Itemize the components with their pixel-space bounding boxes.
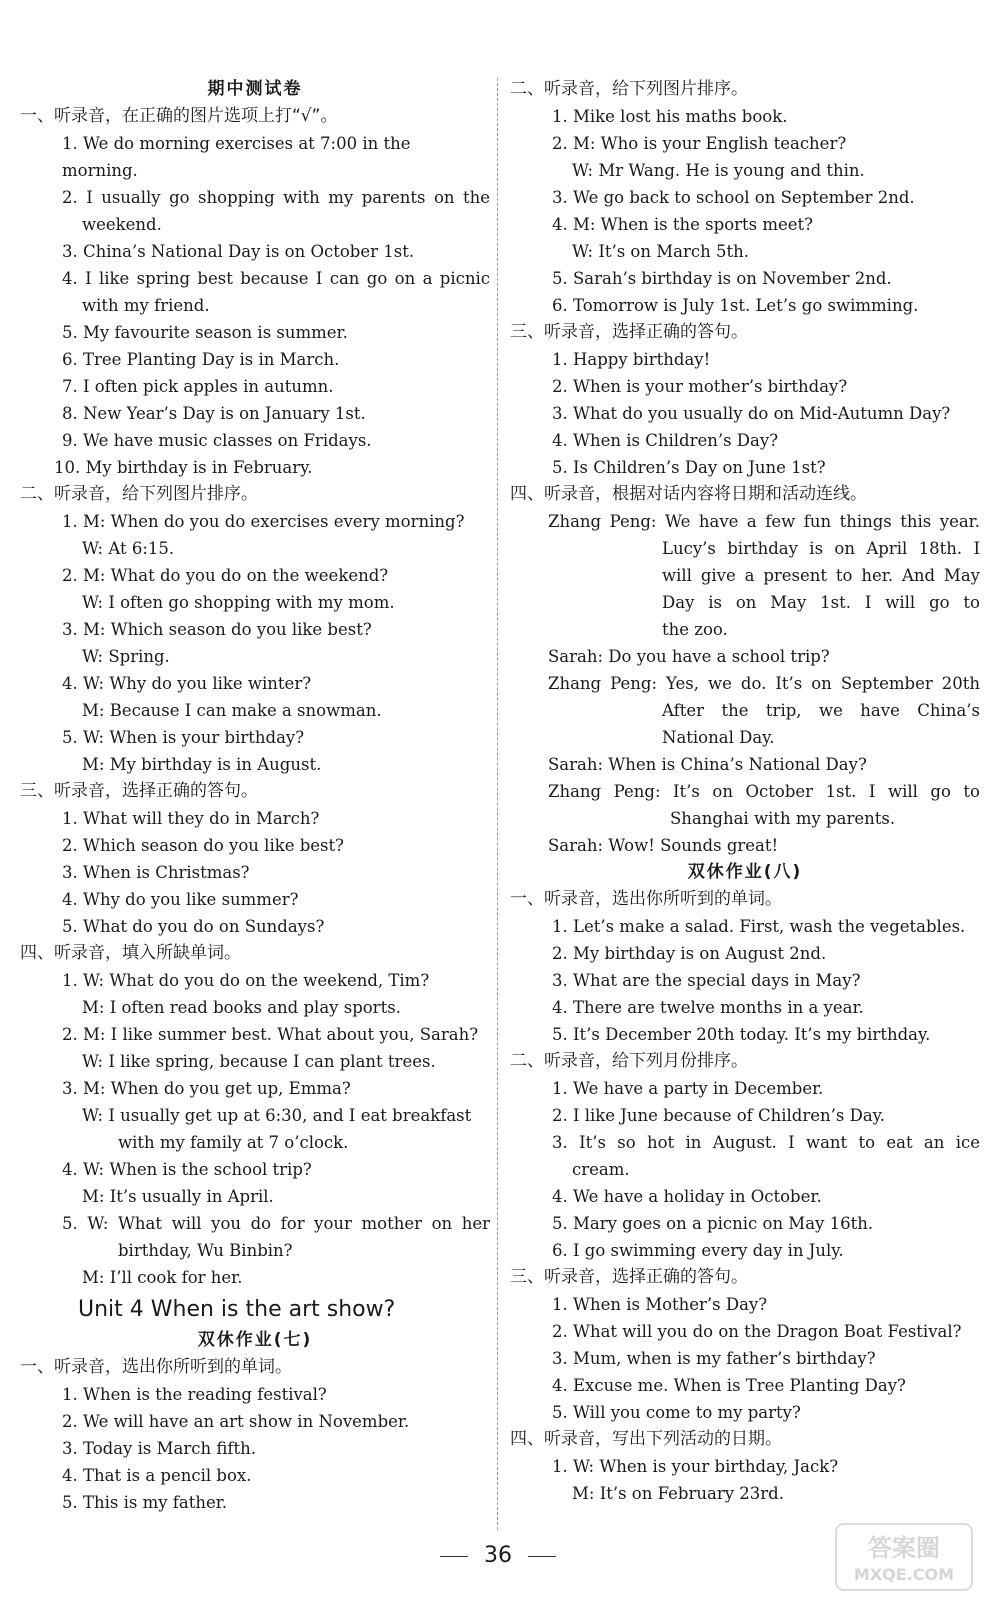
question-heading: 三、听录音，选择正确的答句。 [510,322,748,342]
dialogue-line-continuation: birthday, Wu Binbin? [118,1241,293,1260]
dialogue-line: Zhang Peng: It’s on October 1st. I will go to [548,782,980,801]
dialogue-line-continuation: Lucy’s birthday is on April 18th. I [662,539,980,558]
list-item-continuation: cream. [572,1160,630,1179]
dialogue-line: 1. M: When do you do exercises every morning? [62,512,465,531]
dialogue-line: W: I usually get up at 6:30, and I eat breakfast [82,1106,472,1125]
page-number-text: 36 [484,1543,512,1568]
dialogue-line: M: It’s on February 23rd. [572,1484,784,1503]
page-number-dash-left [440,1556,468,1557]
svg-text:MXQE.COM: MXQE.COM [853,1565,955,1584]
section-title-homework-8: 双休作业(八) [687,862,803,882]
question-heading: 一、听录音，在正确的图片选项上打“√”。 [20,106,338,126]
list-item-continuation: weekend. [82,215,162,234]
svg-text:答案圈: 答案圈 [868,1534,940,1562]
dialogue-line: 4. W: When is the school trip? [62,1160,312,1179]
dialogue-line-continuation: After the trip, we have China’s [662,701,980,720]
list-item: 4. We have a holiday in October. [552,1187,822,1206]
list-item: 4. Why do you like summer? [62,890,299,909]
dialogue-line: W: Mr Wang. He is young and thin. [572,161,865,180]
dialogue-line: W: At 6:15. [82,539,175,558]
list-item: 4. That is a pencil box. [62,1466,252,1485]
dialogue-line: Sarah: Do you have a school trip? [548,647,830,666]
list-item: 3. China’s National Day is on October 1st. [62,242,415,261]
dialogue-line: Zhang Peng: We have a few fun things this year. [548,512,980,531]
list-item: 1. When is Mother’s Day? [552,1295,768,1314]
dialogue-line: W: I like spring, because I can plant trees. [82,1052,436,1071]
list-item: 2. I like June because of Children’s Day. [552,1106,886,1125]
dialogue-line: 3. M: Which season do you like best? [62,620,372,639]
list-item: 4. Excuse me. When is Tree Planting Day? [552,1376,906,1395]
dialogue-line: W: I often go shopping with my mom. [82,593,395,612]
dialogue-line: M: It’s usually in April. [82,1187,274,1206]
dialogue-line: 5. W: When is your birthday? [62,728,305,747]
list-item: 3. It’s so hot in August. I want to eat an ice [552,1133,980,1152]
list-item: 1. Mike lost his maths book. [552,107,788,126]
list-item: 2. When is your mother’s birthday? [552,377,848,396]
question-heading: 二、听录音，给下列图片排序。 [510,79,748,99]
left-column [20,76,490,1516]
list-item: 3. What do you usually do on Mid-Autumn Day? [552,404,951,423]
dialogue-line-continuation: National Day. [662,728,775,747]
dialogue-line: Zhang Peng: Yes, we do. It’s on September 20th [548,674,980,693]
dialogue-line: Sarah: When is China’s National Day? [548,755,867,774]
list-item: 5. Mary goes on a picnic on May 16th. [552,1214,874,1233]
list-item: 5. My favourite season is summer. [62,323,348,342]
list-item: 2. We will have an art show in November. [62,1412,410,1431]
dialogue-line: M: I’ll cook for her. [82,1268,243,1287]
list-item: 1. Happy birthday! [552,350,711,369]
dialogue-line-continuation: the zoo. [662,620,728,639]
dialogue-line: 4. W: Why do you like winter? [62,674,312,693]
section-title-midterm: 期中测试卷 [207,79,303,99]
list-item: 5. Is Children’s Day on June 1st? [552,458,826,477]
dialogue-line-continuation: Day is on May 1st. I will go to [662,593,980,612]
dialogue-line: 4. M: When is the sports meet? [552,215,814,234]
dialogue-line: 2. M: I like summer best. What about you, Sarah? [62,1025,479,1044]
list-item: 10. My birthday is in February. [54,458,313,477]
dialogue-line-continuation: with my family at 7 o’clock. [118,1133,349,1152]
dialogue-line: 3. M: When do you get up, Emma? [62,1079,351,1098]
list-item: 4. When is Children’s Day? [552,431,779,450]
dialogue-line: 2. M: Who is your English teacher? [552,134,847,153]
list-item: 2. My birthday is on August 2nd. [552,944,827,963]
list-item: 3. Today is March fifth. [62,1439,256,1458]
list-item: 1. Let’s make a salad. First, wash the vegetables. [552,917,966,936]
question-heading: 二、听录音，给下列月份排序。 [510,1051,748,1071]
section-title-homework-7: 双休作业(七) [197,1330,313,1350]
list-item: 5. Will you come to my party? [552,1403,801,1422]
column-divider [497,78,498,1530]
watermark-logo [834,1522,974,1592]
list-item: 5. It’s December 20th today. It’s my birthday. [552,1025,931,1044]
list-item: 5. This is my father. [62,1493,228,1512]
question-heading: 四、听录音，填入所缺单词。 [20,943,241,963]
dialogue-line: 1. W: What do you do on the weekend, Tim? [62,971,430,990]
list-item: 6. Tree Planting Day is in March. [62,350,340,369]
list-item: 3. When is Christmas? [62,863,250,882]
right-column [510,76,980,1507]
question-heading: 二、听录音，给下列图片排序。 [20,484,258,504]
list-item: 2. I usually go shopping with my parents on the [62,188,490,207]
dialogue-line: M: My birthday is in August. [82,755,322,774]
question-heading: 一、听录音，选出你所听到的单词。 [510,889,782,909]
dialogue-line: 5. W: What will you do for your mother on her [62,1214,490,1233]
dialogue-line: W: It’s on March 5th. [572,242,749,261]
list-item: 9. We have music classes on Fridays. [62,431,372,450]
question-heading: 四、听录音，写出下列活动的日期。 [510,1429,782,1449]
question-heading: 四、听录音，根据对话内容将日期和活动连线。 [510,484,867,504]
question-heading: 一、听录音，选出你所听到的单词。 [20,1357,292,1377]
question-heading: 三、听录音，选择正确的答句。 [510,1267,748,1287]
list-item: 3. We go back to school on September 2nd. [552,188,915,207]
list-item: 1. We do morning exercises at 7:00 in the morning. [62,134,411,180]
list-item: 4. There are twelve months in a year. [552,998,864,1017]
list-item-continuation: with my friend. [82,296,210,315]
page-number-dash-right [528,1556,556,1557]
dialogue-line: M: I often read books and play sports. [82,998,401,1017]
dialogue-line-continuation: will give a present to her. And May [662,566,980,585]
dialogue-line: M: Because I can make a snowman. [82,701,382,720]
list-item: 1. What will they do in March? [62,809,320,828]
list-item: 2. Which season do you like best? [62,836,345,855]
list-item: 2. What will you do on the Dragon Boat Festival? [552,1322,962,1341]
list-item: 7. I often pick apples in autumn. [62,377,334,396]
list-item: 6. I go swimming every day in July. [552,1241,844,1260]
list-item: 1. We have a party in December. [552,1079,824,1098]
list-item: 3. What are the special days in May? [552,971,861,990]
list-item: 4. I like spring best because I can go on a picnic [62,269,490,288]
list-item: 1. When is the reading festival? [62,1385,327,1404]
unit-title: Unit 4 When is the art show? [78,1297,396,1322]
dialogue-line: 2. M: What do you do on the weekend? [62,566,389,585]
dialogue-line: Sarah: Wow! Sounds great! [548,836,779,855]
list-item: 3. Mum, when is my father’s birthday? [552,1349,876,1368]
dialogue-line-continuation: Shanghai with my parents. [670,809,896,828]
question-heading: 三、听录音，选择正确的答句。 [20,781,258,801]
dialogue-line: 1. W: When is your birthday, Jack? [552,1457,839,1476]
list-item: 5. Sarah’s birthday is on November 2nd. [552,269,892,288]
list-item: 8. New Year’s Day is on January 1st. [62,404,366,423]
list-item: 6. Tomorrow is July 1st. Let’s go swimming. [552,296,919,315]
list-item: 5. What do you do on Sundays? [62,917,325,936]
dialogue-line: W: Spring. [82,647,170,666]
